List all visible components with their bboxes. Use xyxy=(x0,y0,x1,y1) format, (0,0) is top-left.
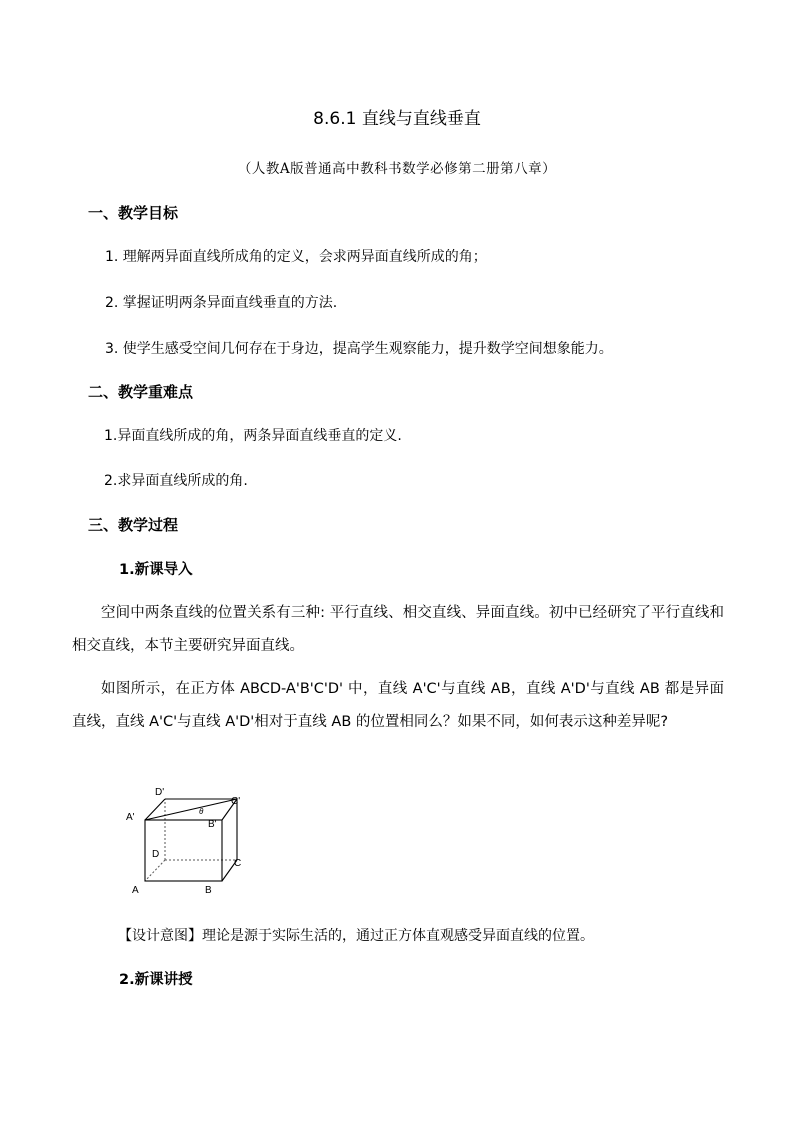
vertex-label-b: B xyxy=(205,885,212,896)
vertex-label-a1: A' xyxy=(126,812,135,823)
angle-label-theta: θ xyxy=(199,807,204,816)
vertex-label-d: D xyxy=(152,849,160,860)
paragraph-intro-1: 空间中两条直线的位置关系有三种: 平行直线、相交直线、异面直线。初中已经研究了平行直线和相交直线，本节主要研究异面直线。 xyxy=(72,605,724,654)
objective-item-3: 3. 使学生感受空间几何存在于身边，提高学生观察能力，提升数学空间想象能力。 xyxy=(105,341,613,357)
page-subtitle: （人教A版普通高中教科书数学必修第二册第八章） xyxy=(237,161,557,177)
objective-item-1: 1. 理解两异面直线所成角的定义，会求两异面直线所成的角； xyxy=(105,249,487,265)
section-heading-process: 三、教学过程 xyxy=(88,516,179,534)
subsection-heading-lecture: 2.新课讲授 xyxy=(119,972,193,988)
paragraph-intro-2: 如图所示，在正方体 ABCD-A'B'C'D' 中，直线 A'C'与直线 AB，直线 A'D'与直线 AB 都是异面直线，直线 A'C'与直线 A'D'相对于直线 AB 的位置相同么？如果不同，如何表示这种差异呢? xyxy=(72,681,724,730)
vertex-label-b1: B' xyxy=(208,819,217,830)
cube-figure xyxy=(115,782,255,900)
section-heading-objectives: 一、教学目标 xyxy=(88,204,179,222)
design-intent-note: 【设计意图】理论是源于实际生活的，通过正方体直观感受异面直线的位置。 xyxy=(118,928,594,944)
vertex-label-d1: D' xyxy=(155,787,165,798)
keypoint-item-2: 2.求异面直线所成的角. xyxy=(104,473,248,489)
vertex-label-c: C xyxy=(234,858,242,869)
vertex-label-c1: C' xyxy=(231,796,241,807)
section-heading-keypoints: 二、教学重难点 xyxy=(88,383,194,401)
subsection-heading-intro: 1.新课导入 xyxy=(119,562,193,578)
objective-item-2: 2. 掌握证明两条异面直线垂直的方法. xyxy=(105,295,338,311)
page-title: 8.6.1 直线与直线垂直 xyxy=(313,109,481,129)
keypoint-item-1: 1.异面直线所成的角，两条异面直线垂直的定义. xyxy=(104,428,402,444)
vertex-label-a: A xyxy=(132,885,139,896)
